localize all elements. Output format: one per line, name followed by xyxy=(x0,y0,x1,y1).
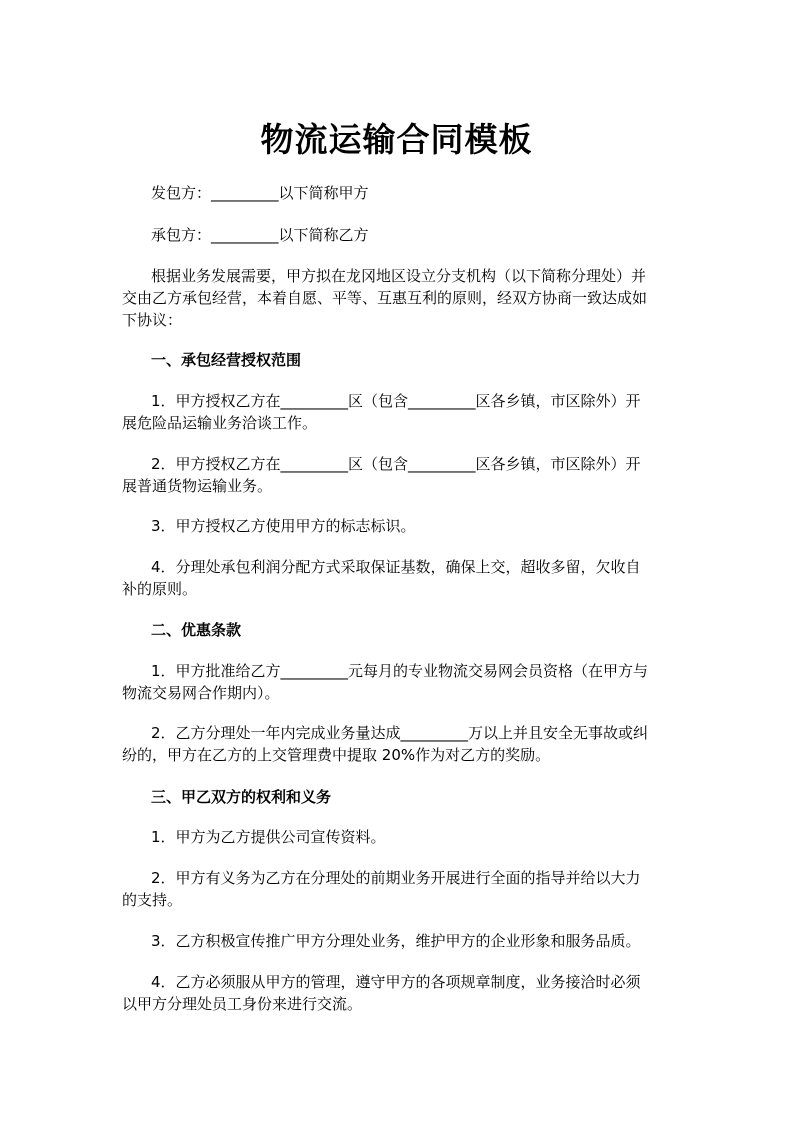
party-b-line: 承包方：_________以下简称乙方 xyxy=(151,226,369,244)
party-a-line: 发包方：_________以下简称甲方 xyxy=(151,184,369,202)
clause-1-4-line-2: 补的原则。 xyxy=(122,580,198,598)
clause-2-2-line-1: 2．乙方分理处一年内完成业务量达成_________万以上并且安全无事故或纠 xyxy=(151,724,649,742)
clause-2-2-line-2: 纷的，甲方在乙方的上交管理费中提取 20%作为对乙方的奖励。 xyxy=(122,746,551,764)
document-title: 物流运输合同模板 xyxy=(260,120,533,159)
clause-1-4-line-1: 4．分理处承包利润分配方式采取保证基数，确保上交，超收多留，欠收自 xyxy=(151,558,641,576)
clause-1-2-line-1: 2．甲方授权乙方在_________区（包含_________区各乡镇，市区除外）开 xyxy=(151,455,641,473)
clause-3-3-line-1: 3．乙方积极宣传推广甲方分理处业务，维护甲方的企业形象和服务品质。 xyxy=(151,932,641,950)
clause-2-1-line-2: 物流交易网合作期内）。 xyxy=(122,684,280,702)
clause-3-2-line-2: 的支持。 xyxy=(122,891,183,909)
intro-line-2: 交由乙方承包经营，本着自愿、平等、互惠互利的原则，经双方协商一致达成如 xyxy=(122,289,648,307)
clause-3-4-line-2: 以甲方分理处员工身份来进行交流。 xyxy=(122,995,363,1013)
section-heading-2: 二、优惠条款 xyxy=(151,621,242,639)
clause-3-1-line-1: 1．甲方为乙方提供公司宣传资料。 xyxy=(151,828,386,846)
clause-3-2-line-1: 2．甲方有义务为乙方在分理处的前期业务开展进行全面的指导并给以大力 xyxy=(151,869,641,887)
section-heading-1: 一、承包经营授权范围 xyxy=(151,351,302,369)
clause-1-1-line-1: 1．甲方授权乙方在_________区（包含_________区各乡镇，市区除外）开 xyxy=(151,392,641,410)
clause-2-1-line-1: 1．甲方批准给乙方_________元每月的专业物流交易网会员资格（在甲方与 xyxy=(151,662,649,680)
intro-line-3: 下协议： xyxy=(122,311,183,329)
clause-1-2-line-2: 展普通货物运输业务。 xyxy=(122,477,273,495)
clause-3-4-line-1: 4．乙方必须服从甲方的管理，遵守甲方的各项规章制度，业务接洽时必须 xyxy=(151,973,641,991)
clause-1-1-line-2: 展危险品运输业务洽谈工作。 xyxy=(122,414,318,432)
section-heading-3: 三、甲乙双方的权利和义务 xyxy=(151,788,332,806)
clause-1-3-line-1: 3．甲方授权乙方使用甲方的标志标识。 xyxy=(151,517,416,535)
intro-line-1: 根据业务发展需要，甲方拟在龙冈地区设立分支机构（以下简称分理处）并 xyxy=(151,267,647,285)
